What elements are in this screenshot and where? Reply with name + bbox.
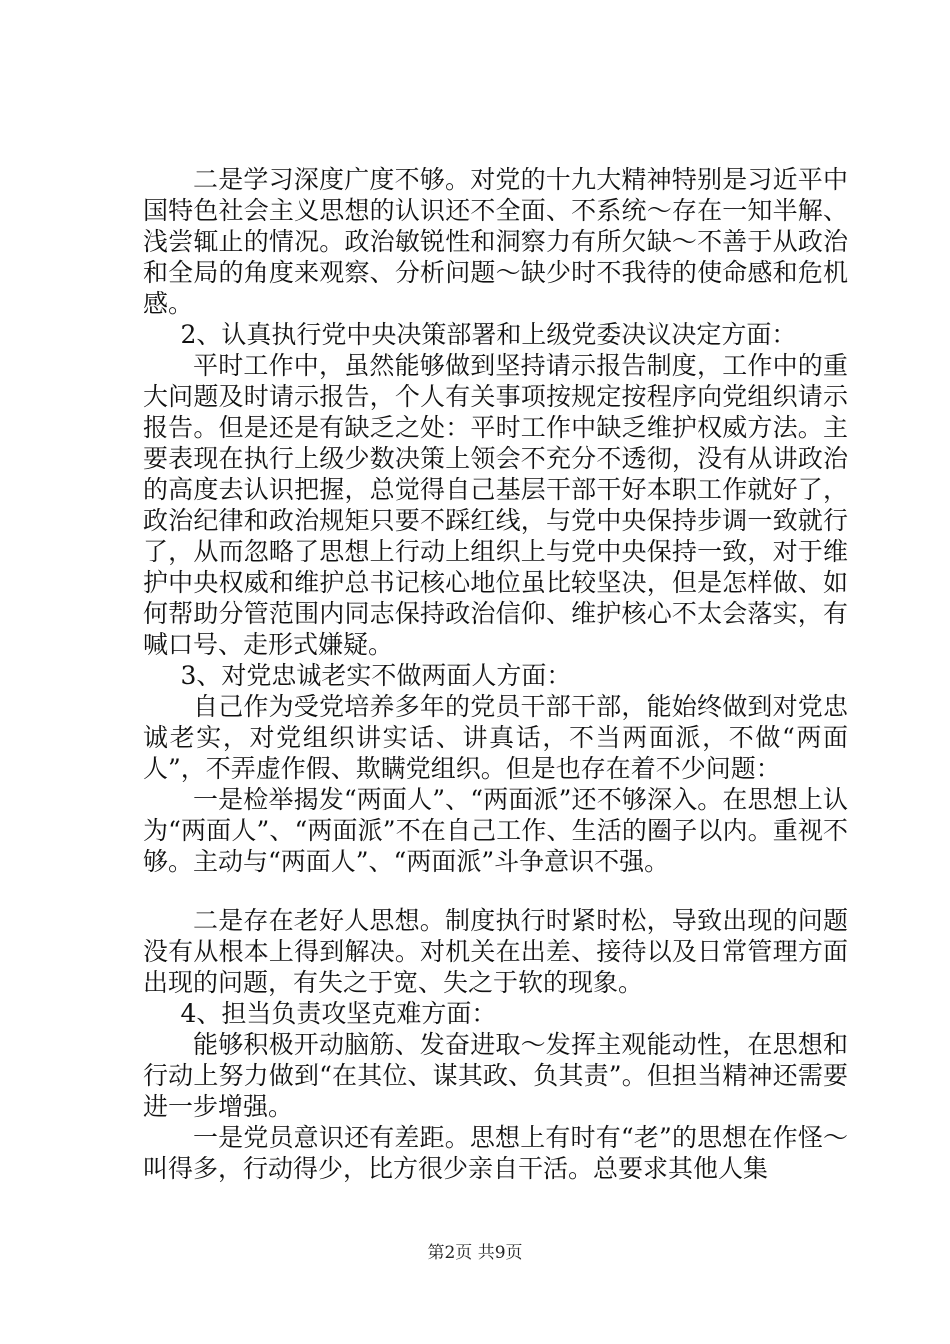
paragraph-study-depth: 二是学习深度广度不够。对党的十九大精神特别是习近平中国特色社会主义思想的认识还不全面、不系统～存在一知半解、浅尝辄止的情况。政治敏锐性和洞察力有所欠缺～不善于从政治和全局的角度来观察、分析问题～缺少时不我待的使命感和危机感。 [143, 165, 848, 318]
section-heading-3: 3、对党忠诚老实不做两面人方面： [180, 661, 572, 690]
paragraph-two-faced: 一是检举揭发“两面人”、“两面派”还不够深入。在思想上认为“两面人”、“两面派”不在自己工作、生活的圈子以内。重视不够。主动与“两面人”、“两面派”斗争意识不强。 [143, 785, 848, 876]
paragraph-nice-guy: 二是存在老好人思想。制度执行时紧时松，导致出现的问题没有从根本上得到解决。对机关在出差、接待以及日常管理方面出现的问题，有失之于宽、失之于软的现象。 [143, 906, 848, 997]
paragraph-initiative: 能够积极开动脑筋、发奋进取～发挥主观能动性，在思想和行动上努力做到“在其位、谋其政、负其责”。但担当精神还需要进一步增强。 [143, 1030, 848, 1121]
paragraph-report-system: 平时工作中，虽然能够做到坚持请示报告制度，工作中的重大问题及时请示报告，个人有关事项按规定按程序向党组织请示报告。但是还是有缺乏之处：平时工作中缺乏维护权威方法。主要表现在执行上级少数决策上领会不充分不透彻，没有从讲政治的高度去认识把握，总觉得自己基层干部干好本职工作就好了，政治纪律和政治规矩只要不踩红线，与党中央保持步调一致就行了，从而忽略了思想上行动上组织上与党中央保持一致，对于维护中央权威和维护总书记核心地位虽比较坚决，但是怎样做、如何帮助分管范围内同志保持政治信仰、维护核心不太会落实，有喊口号、走形式嫌疑。 [143, 351, 848, 659]
document-body [143, 164, 848, 1184]
paragraph-party-awareness: 一是党员意识还有差距。思想上有时有“老”的思想在作怪～叫得多，行动得少，比方很少亲自干活。总要求其他人集 [143, 1123, 848, 1183]
section-heading-2: 2、认真执行党中央决策部署和上级党委决议决定方面： [180, 320, 797, 349]
paragraph-loyalty: 自己作为受党培养多年的党员干部干部，能始终做到对党忠诚老实，对党组织讲实话、讲真话，不当两面派，不做“两面人”，不弄虚作假、欺瞒党组织。但是也存在着不少问题： [143, 692, 848, 783]
section-heading-4: 4、担当负责攻坚克难方面： [180, 999, 497, 1028]
page-number-footer: 第2页 共9页 [427, 1243, 523, 1263]
